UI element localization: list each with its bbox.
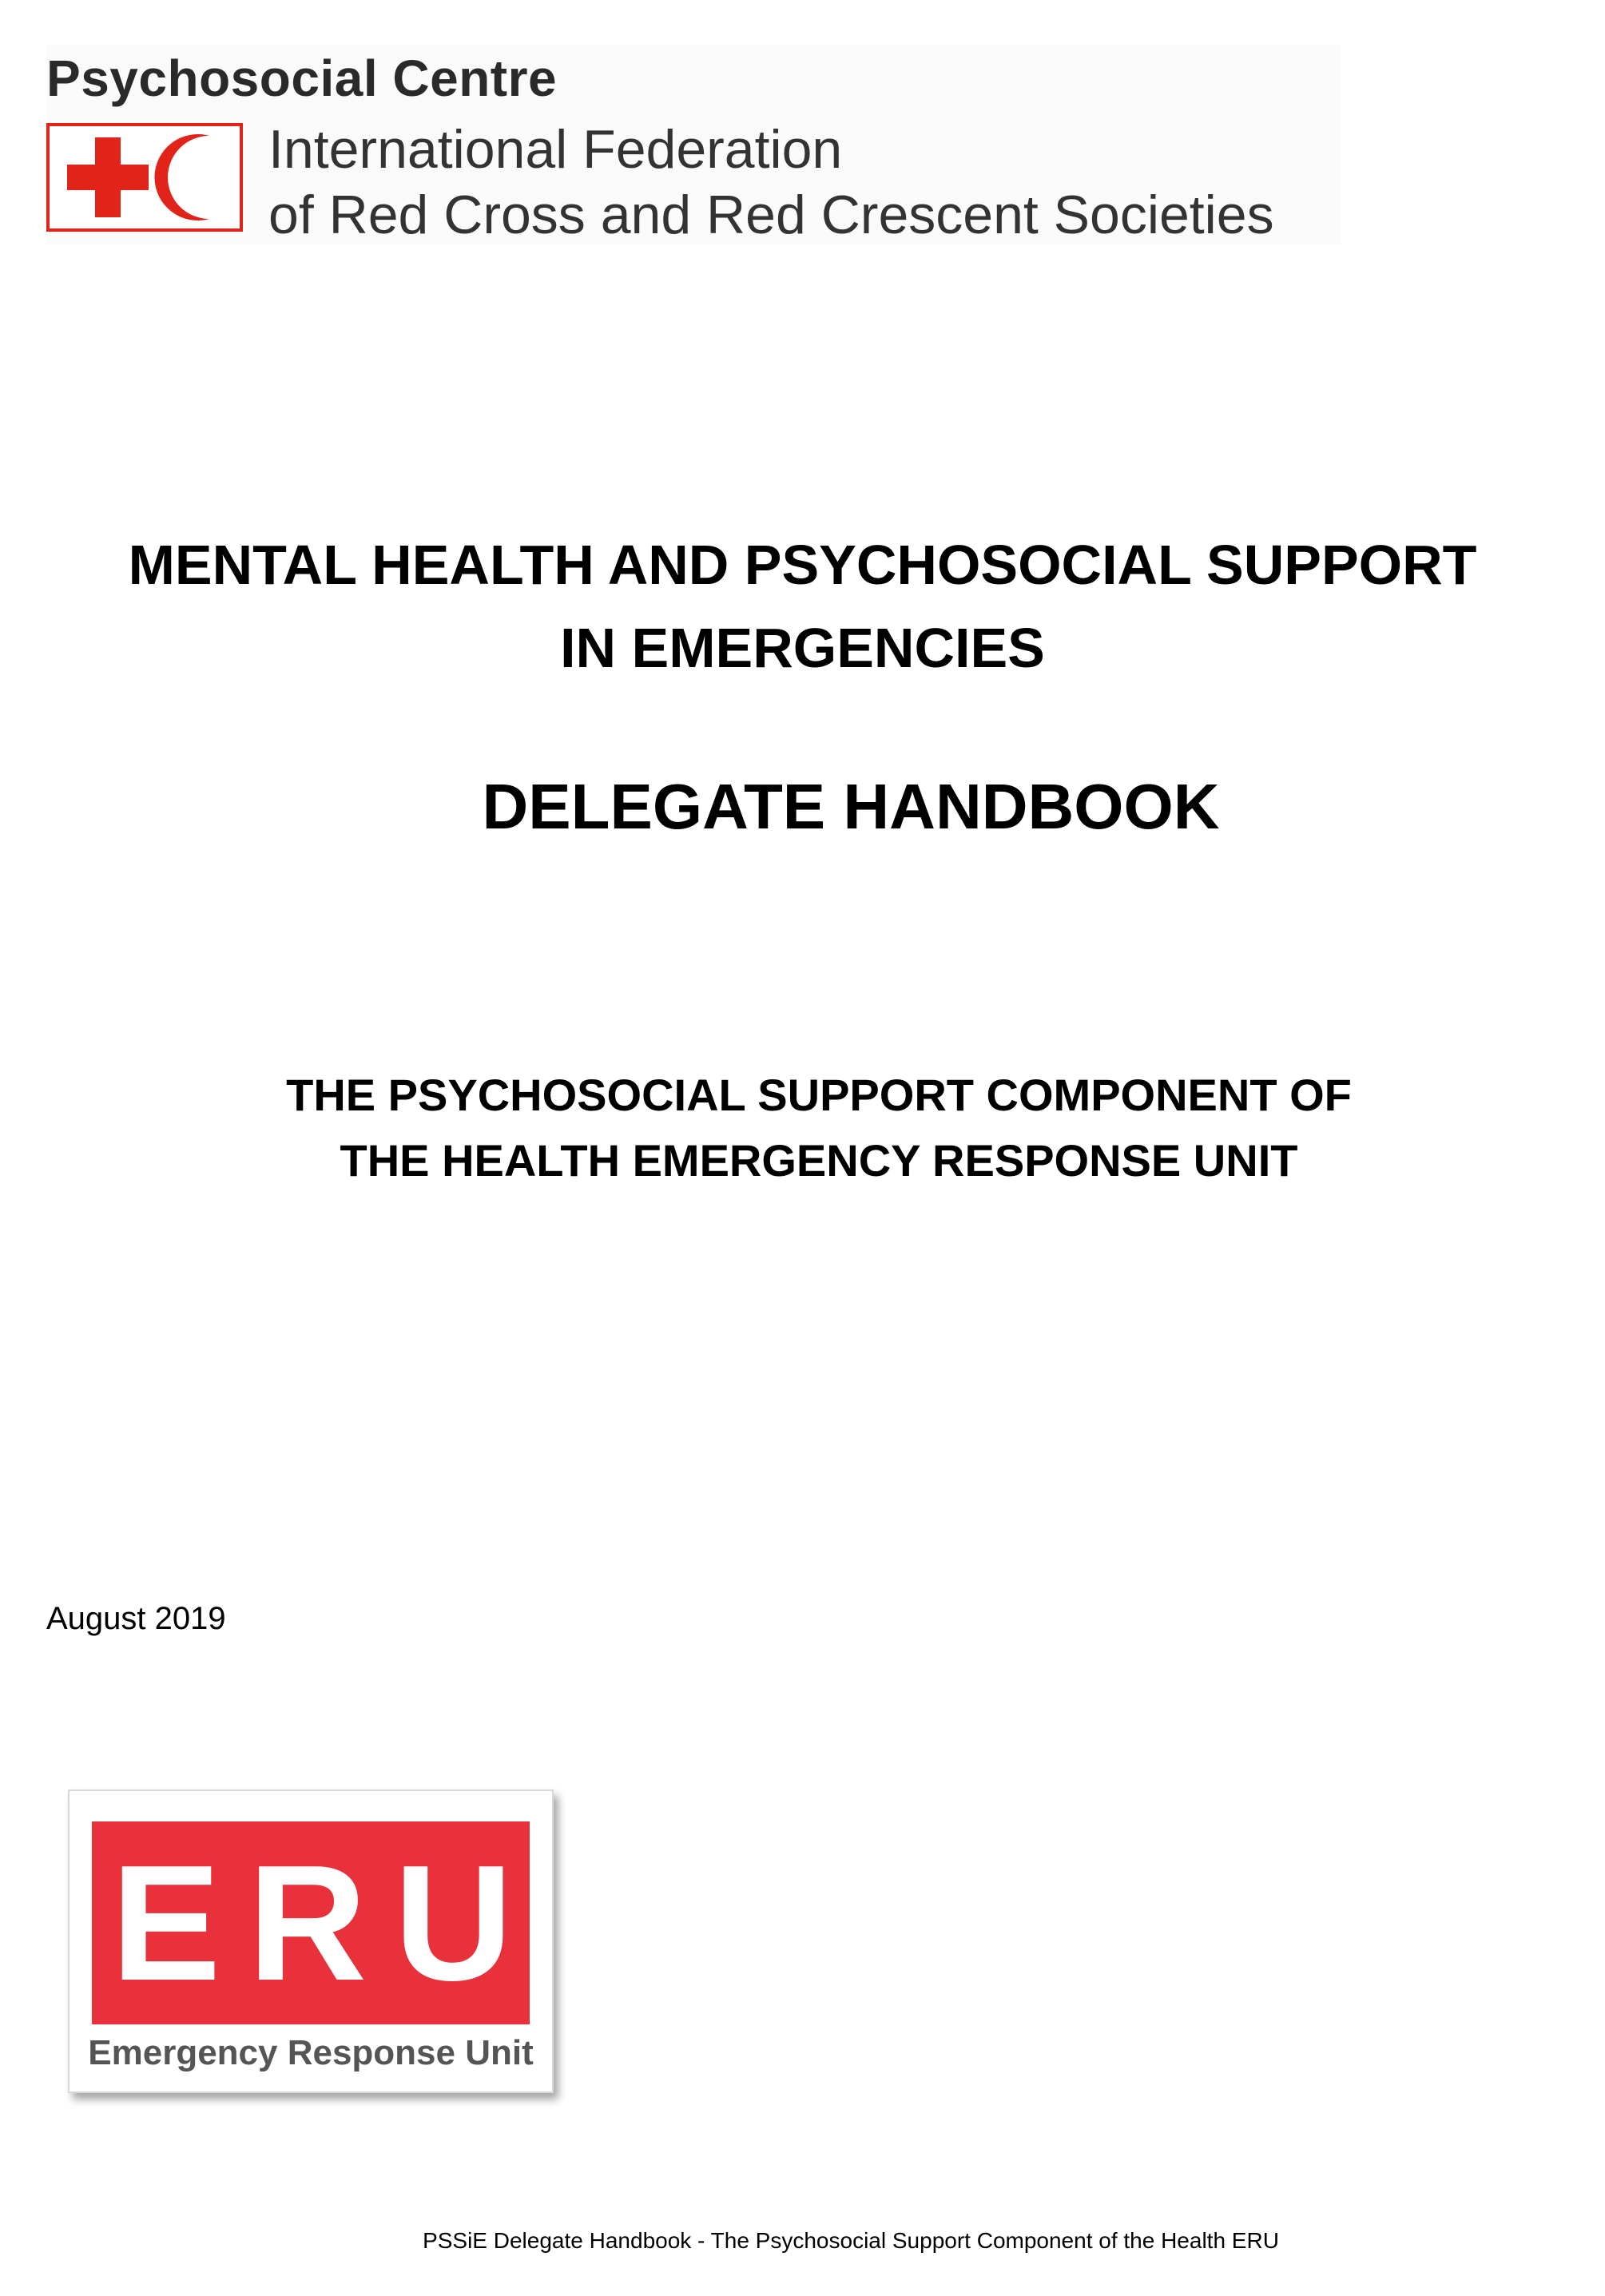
red-cross-red-crescent-icon [46,123,243,232]
document-title-line-2: IN EMERGENCIES [560,617,1045,679]
eru-logo [68,1790,554,2093]
publication-date: August 2019 [46,1601,226,1636]
eru-logo-letters: ERU [111,1831,540,2015]
document-title [0,523,1605,689]
page-footer: PSSiE Delegate Handbook - The Psychosocial Support Component of the Health ERU [423,2228,1279,2253]
organization-name-line-1: International Federation [268,119,843,180]
logo-title: Psychosocial Centre [46,50,558,107]
handbook-title: DELEGATE HANDBOOK [482,771,1220,842]
ifrc-psychosocial-centre-logo [46,45,1341,244]
document-title-line-1: MENTAL HEALTH AND PSYCHOSOCIAL SUPPORT [128,534,1477,596]
organization-name-line-2: of Red Cross and Red Crescent Societies [268,185,1274,245]
document-subtitle [0,1063,1605,1194]
eru-logo-caption: Emergency Response Unit [88,2033,534,2072]
document-subtitle-line-1: THE PSYCHOSOCIAL SUPPORT COMPONENT OF [286,1070,1352,1120]
organization-name [268,117,1274,248]
document-subtitle-line-2: THE HEALTH EMERGENCY RESPONSE UNIT [340,1135,1298,1186]
eru-logo-red-panel [92,1821,540,2024]
